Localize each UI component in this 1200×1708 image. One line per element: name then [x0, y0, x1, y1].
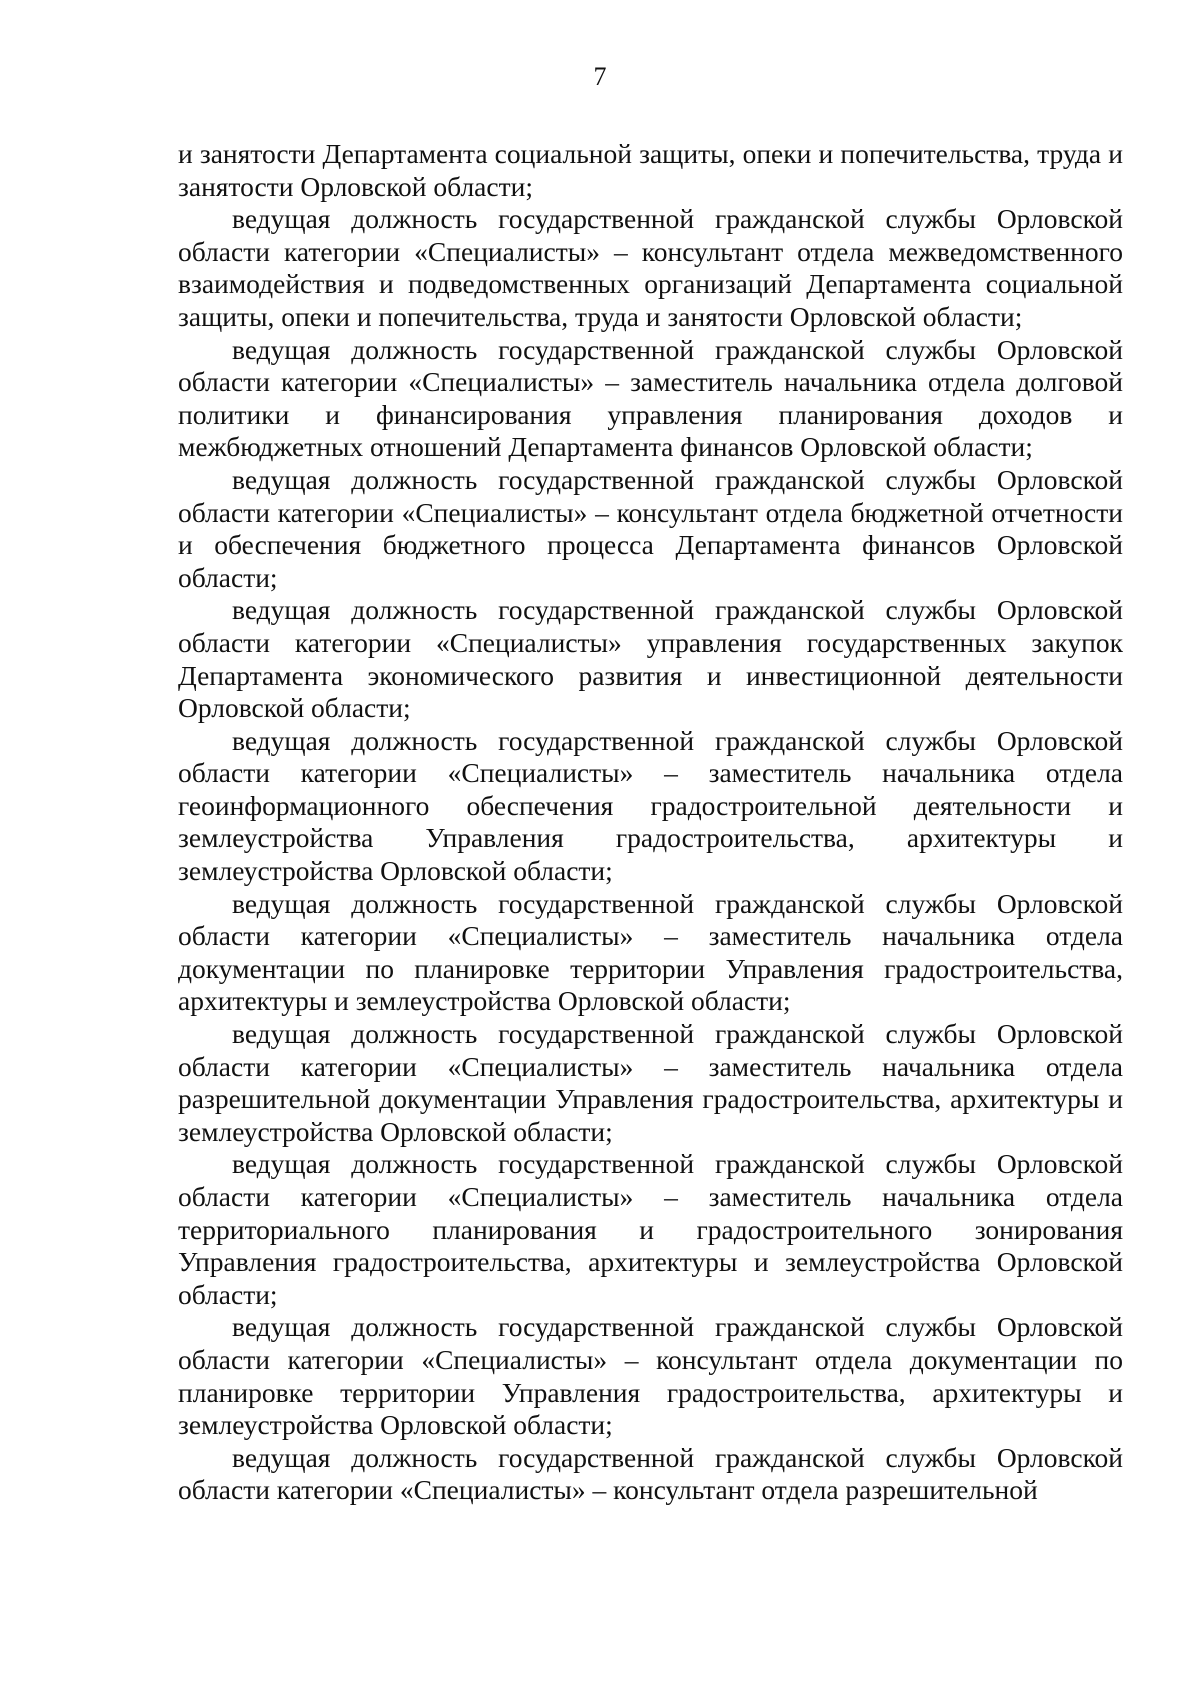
paragraph: ведущая должность государственной гражданской службы Орловской области категории «Специалисты» управления государственных закупок Департамента экономического развития и инвестиционной деятельности Орловской области; [178, 594, 1123, 724]
paragraph: ведущая должность государственной гражданской службы Орловской области категории «Специалисты» – заместитель начальника отдела разрешительной документации Управления градостроительства, архитектуры и землеустройства Орловской области; [178, 1018, 1123, 1147]
paragraph: ведущая должность государственной гражданской службы Орловской области категории «Специалисты» – консультант отдела бюджетной отчетности и обеспечения бюджетного процесса Департамента финансов Орловской области; [178, 463, 1123, 593]
page-number: 7 [593, 62, 607, 91]
document-body [178, 138, 1123, 1507]
paragraph: ведущая должность государственной гражданской службы Орловской области категории «Специалисты» – заместитель начальника отдела территориального планирования и градостроительного зонирования Управления градостроительства, архитектуры и землеустройства Орловской области; [178, 1148, 1123, 1310]
paragraph: ведущая должность государственной гражданской службы Орловской области категории «Специалисты» – консультант отдела разрешительной [178, 1441, 1123, 1506]
paragraph: ведущая должность государственной гражданской службы Орловской области категории «Специалисты» – заместитель начальника отдела геоинформационного обеспечения градостроительной деятельности и землеустройства Управления градостроительства, архитектуры и землеустройства Орловской области; [178, 724, 1123, 887]
paragraph: ведущая должность государственной гражданской службы Орловской области категории «Специалисты» – заместитель начальника отдела долговой политики и финансирования управления планирования доходов и межбюджетных отношений Департамента финансов Орловской области; [178, 333, 1123, 463]
paragraph: ведущая должность государственной гражданской службы Орловской области категории «Специалисты» – заместитель начальника отдела документации по планировке территории Управления градостроительства, архитектуры и землеустройства Орловской области; [178, 887, 1123, 1017]
paragraph-continuation: и занятости Департамента социальной защиты, опеки и попечительства, труда и занятости Орловской области; [178, 138, 1123, 202]
paragraph: ведущая должность государственной гражданской службы Орловской области категории «Специалисты» – консультант отдела межведомственного взаимодействия и подведомственных организаций Департамента социальной защиты, опеки и попечительства, труда и занятости Орловской области; [178, 203, 1123, 332]
paragraph: ведущая должность государственной гражданской службы Орловской области категории «Специалисты» – консультант отдела документации по планировке территории Управления градостроительства, архитектуры и землеустройства Орловской области; [178, 1311, 1123, 1441]
